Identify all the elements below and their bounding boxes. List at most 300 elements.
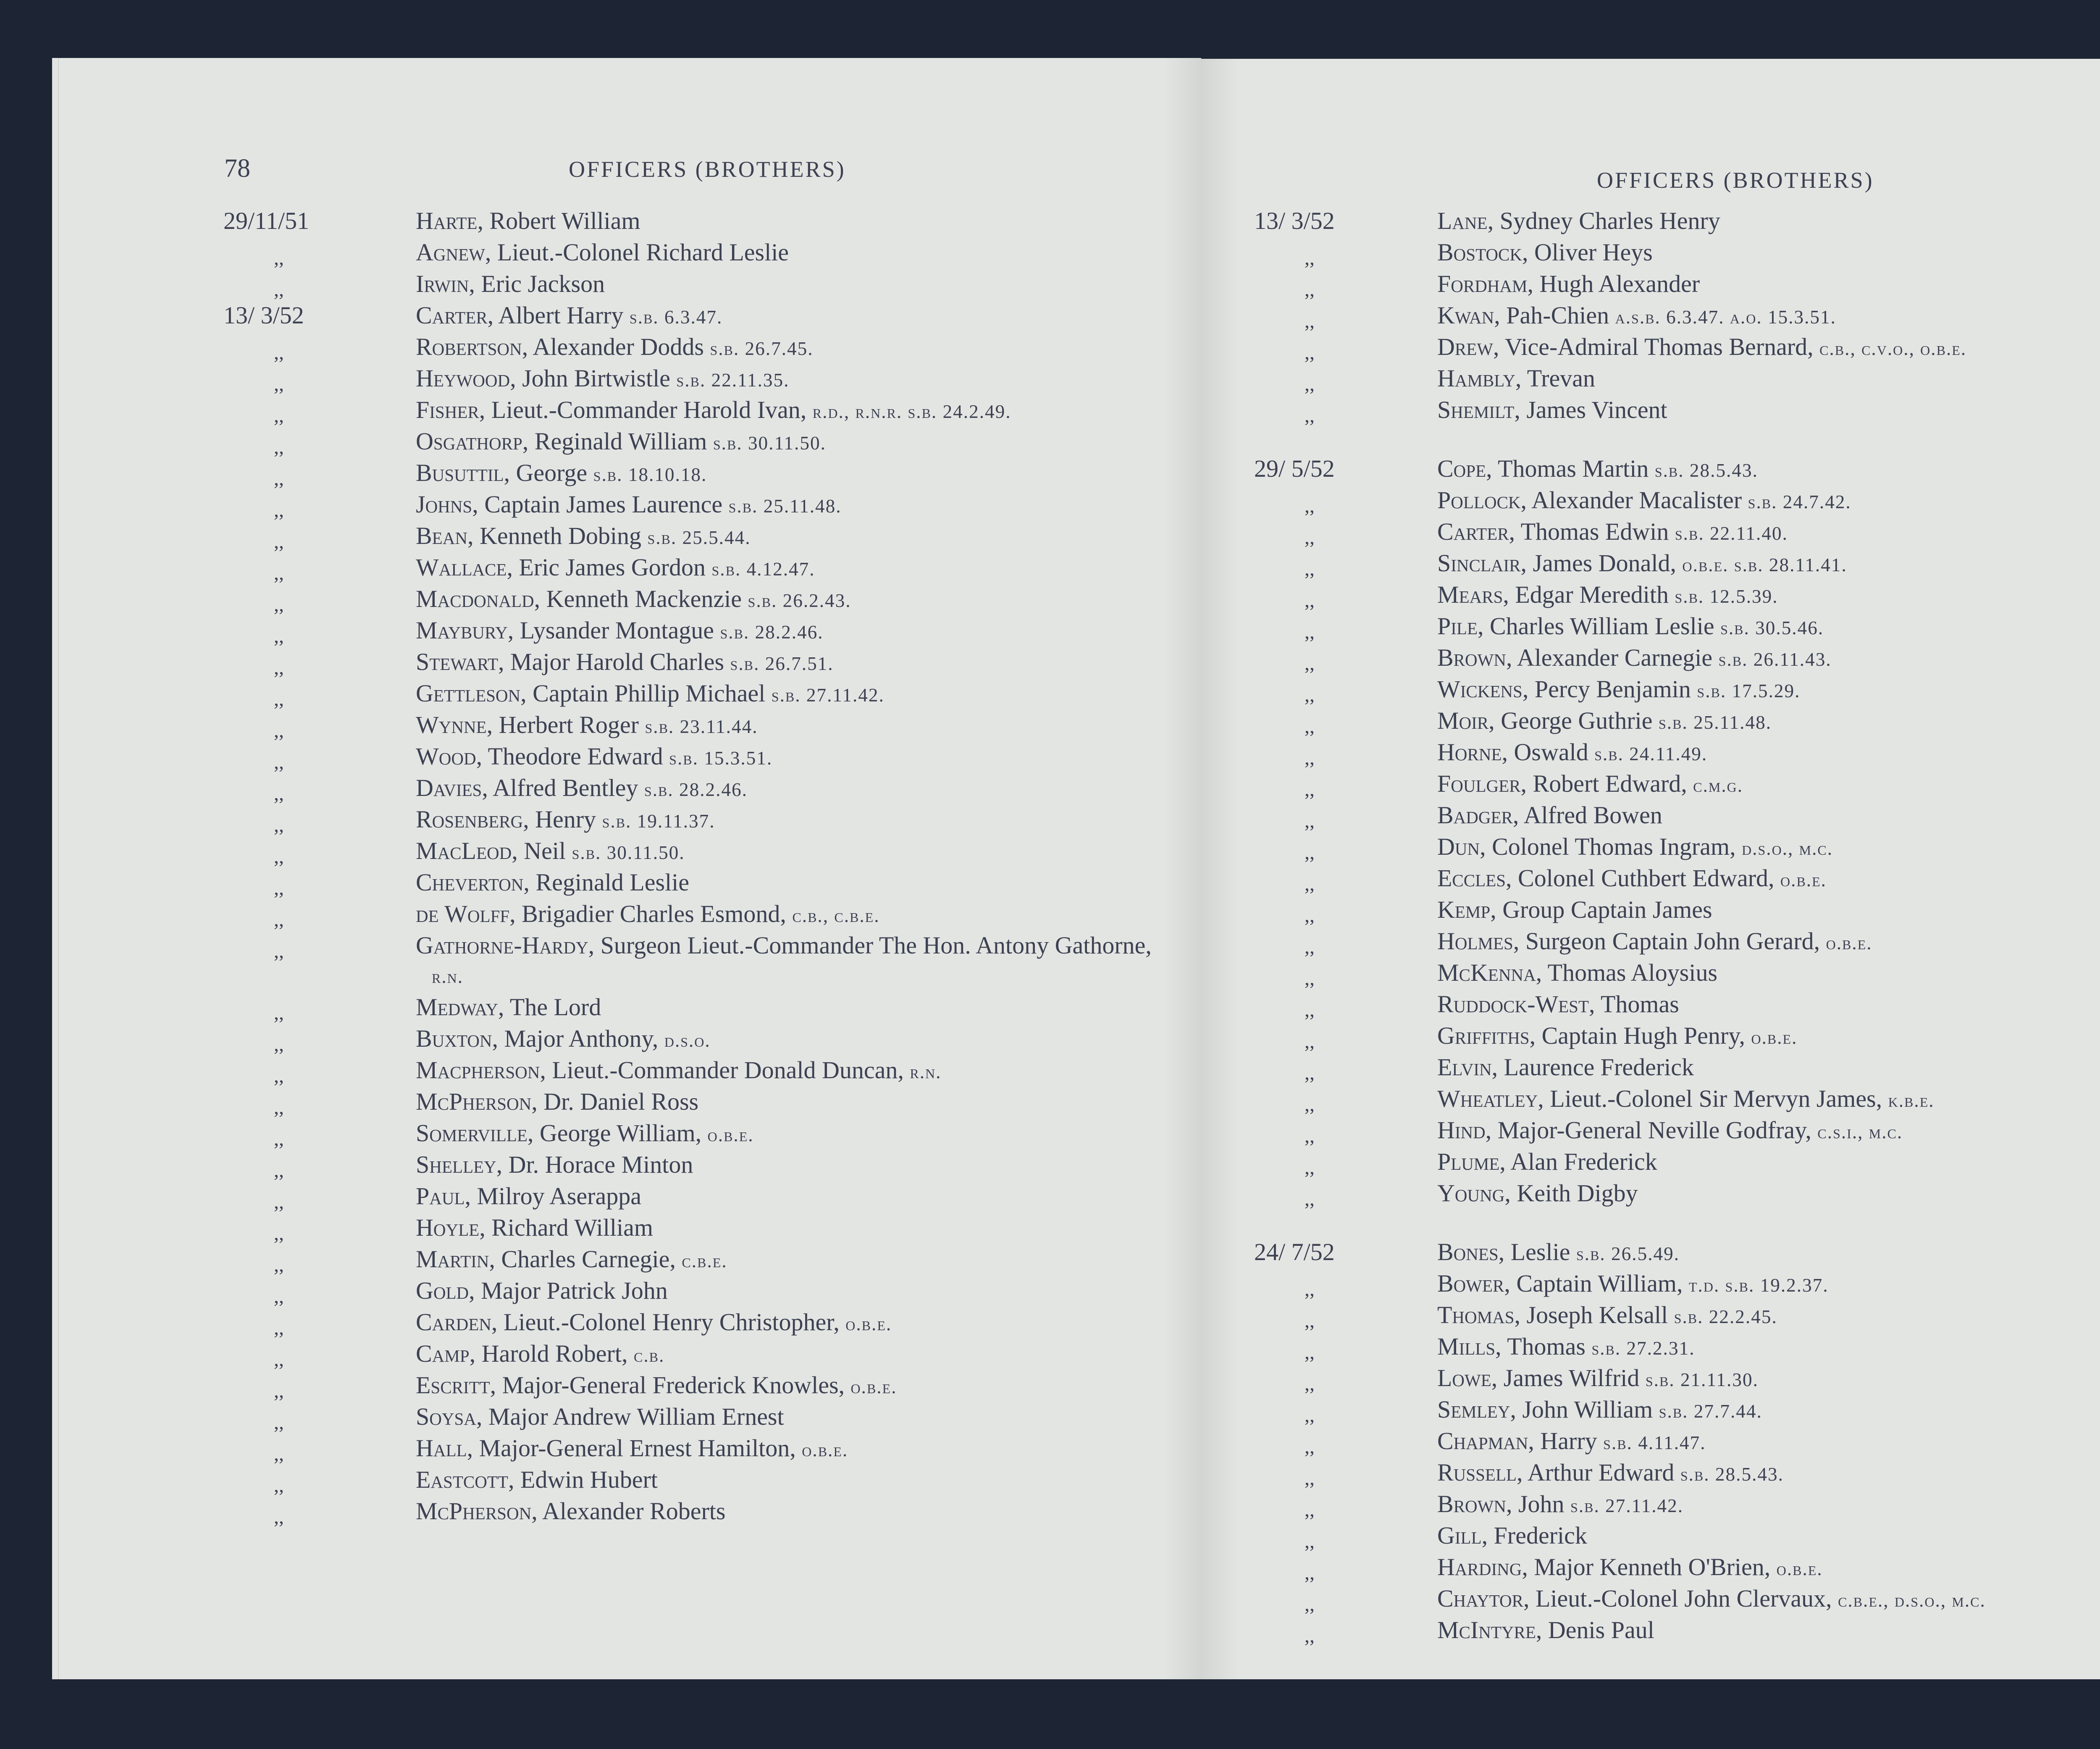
surname: Lane <box>1437 207 1488 234</box>
surname: Kemp <box>1437 896 1491 923</box>
surname: Pile <box>1437 612 1478 640</box>
officer-entry <box>416 583 851 617</box>
ditto-mark: ,, <box>274 1506 284 1528</box>
given-names: , Alexander Dodds <box>522 333 704 360</box>
officer-entry <box>1437 1362 1759 1396</box>
given-names: , Major Andrew William Ernest <box>476 1403 784 1430</box>
officer-entry <box>1437 1114 1903 1148</box>
surname: Stewart <box>416 648 499 675</box>
given-names: , Oswald <box>1502 738 1588 766</box>
surname: Brown <box>1437 1490 1506 1518</box>
ditto-mark: ,, <box>1305 841 1315 864</box>
ditto-mark: ,, <box>1305 810 1315 832</box>
officer-entry <box>416 236 789 268</box>
given-names: , Captain William, <box>1504 1270 1683 1297</box>
given-names: , Vice-Admiral Thomas Bernard, <box>1493 333 1814 360</box>
officer-entry <box>1437 1551 1823 1585</box>
officer-entry <box>1437 484 1851 518</box>
ditto-mark: ,, <box>1305 1310 1315 1332</box>
given-names: , Oliver Heys <box>1522 239 1653 266</box>
surname: Maybury <box>416 617 508 644</box>
ditto-mark: ,, <box>274 720 284 742</box>
surname: Wheatley <box>1437 1085 1538 1112</box>
ditto-mark: ,, <box>1305 1562 1315 1584</box>
surname: Chapman <box>1437 1427 1528 1455</box>
surname: Martin <box>416 1245 489 1273</box>
officer-entry <box>416 1275 668 1306</box>
officer-entry <box>416 835 685 869</box>
given-names: , Eric Jackson <box>469 270 605 297</box>
honours: s.b. 28.2.46. <box>644 779 748 800</box>
surname: Cope <box>1437 455 1486 482</box>
honours: s.b. 28.5.43. <box>1680 1464 1784 1485</box>
given-names: , Alan Frederick <box>1499 1148 1657 1175</box>
officer-entry <box>1437 1020 1797 1053</box>
given-names: , Major-General Neville Godfray, <box>1485 1116 1811 1144</box>
given-names: , Harold Robert, <box>469 1340 628 1367</box>
surname: Mears <box>1437 581 1503 608</box>
surname: Russell <box>1437 1459 1517 1486</box>
ditto-mark: ,, <box>274 1254 284 1276</box>
officer-entry <box>416 930 1152 961</box>
surname: Lowe <box>1437 1364 1491 1392</box>
honours: o.b.e. <box>850 1376 897 1397</box>
officer-entry <box>1437 1457 1784 1490</box>
election-date: 13/ 3/52 <box>1254 207 1335 234</box>
surname: Dun <box>1437 833 1480 860</box>
ditto-mark: ,, <box>274 751 284 773</box>
honours: d.s.o., m.c. <box>1742 838 1833 859</box>
given-names: , Lieut.-Commander Harold Ivan, <box>479 396 807 423</box>
surname: Robertson <box>416 333 522 360</box>
officer-entry <box>416 1117 754 1151</box>
given-names: , Albert Harry <box>487 302 624 329</box>
given-names: , The Lord <box>498 993 601 1021</box>
given-names: , Major Harold Charles <box>498 648 724 675</box>
given-names: , George <box>504 459 588 486</box>
surname: Carter <box>1437 518 1509 545</box>
honours: d.s.o. <box>664 1030 711 1051</box>
ditto-mark: ,, <box>274 436 284 458</box>
election-date: 29/ 5/52 <box>1254 455 1335 482</box>
given-names: , Dr. Horace Minton <box>496 1151 693 1178</box>
officer-entry <box>416 709 758 743</box>
officer-entry <box>1437 516 1788 549</box>
honours: s.b. 25.11.48. <box>1659 712 1772 733</box>
honours: s.b. 25.5.44. <box>647 527 751 548</box>
surname: Hall <box>416 1434 467 1462</box>
officer-entry <box>1437 988 1679 1020</box>
running-header: OFFICERS (BROTHERS) <box>1597 168 1874 193</box>
surname: de Wolff <box>416 900 510 927</box>
surname: Gold <box>416 1277 469 1304</box>
ditto-mark: ,, <box>274 404 284 427</box>
honours: o.b.e. <box>1751 1027 1798 1048</box>
ditto-mark: ,, <box>274 341 284 364</box>
ditto-mark: ,, <box>274 1002 284 1024</box>
honours: r.d., r.n.r. s.b. 24.2.49. <box>812 401 1011 422</box>
surname: Wickens <box>1437 675 1522 703</box>
honours: s.b. 12.5.39. <box>1675 586 1778 607</box>
surname: Bostock <box>1437 239 1522 266</box>
officer-entry <box>416 1180 641 1212</box>
surname: Shemilt <box>1437 396 1515 423</box>
officer-entry <box>1437 1236 1680 1270</box>
surname: Gathorne-Hardy <box>416 932 588 959</box>
ditto-mark: ,, <box>1305 1373 1315 1395</box>
honours: s.b. 22.11.40. <box>1675 523 1788 544</box>
surname: McPherson <box>416 1088 532 1115</box>
ditto-mark: ,, <box>274 1474 284 1497</box>
surname: Wallace <box>416 554 507 581</box>
officer-entry <box>416 615 824 648</box>
officer-entry <box>1437 1177 1638 1209</box>
election-date: 29/11/51 <box>223 207 310 234</box>
honours: o.b.e. <box>1776 1558 1823 1579</box>
given-names: , Alfred Bentley <box>482 774 638 801</box>
officer-entry <box>1437 331 1966 365</box>
officer-entry <box>416 646 834 680</box>
given-names: , Colonel Cuthbert Edward, <box>1506 864 1774 892</box>
given-names: , Major-General Ernest Hamilton, <box>467 1434 796 1462</box>
ditto-mark: ,, <box>274 594 284 616</box>
honours: o.b.e. <box>1826 932 1872 953</box>
given-names: , John <box>1506 1490 1564 1518</box>
honours: s.b. 17.5.29. <box>1697 680 1801 701</box>
given-names: , Keith Digby <box>1504 1179 1638 1207</box>
given-names: , Sydney Charles Henry <box>1487 207 1720 234</box>
given-names: , Colonel Thomas Ingram, <box>1480 833 1736 860</box>
given-names: , Richard William <box>479 1214 653 1241</box>
surname: Medway <box>416 993 498 1021</box>
ditto-mark: ,, <box>1305 652 1315 675</box>
ditto-mark: ,, <box>1305 1156 1315 1179</box>
surname: McPherson <box>416 1497 532 1525</box>
given-names: , Edgar Meredith <box>1503 581 1669 608</box>
ditto-mark: ,, <box>274 877 284 899</box>
surname: Horne <box>1437 738 1502 766</box>
officer-entry <box>416 520 751 554</box>
right-page <box>1201 59 2100 1679</box>
officer-entry <box>416 1054 941 1088</box>
ditto-mark: ,, <box>1305 1467 1315 1489</box>
given-names: , Thomas Martin <box>1486 455 1649 482</box>
given-names: , John William <box>1510 1396 1653 1423</box>
ditto-mark: ,, <box>1305 1093 1315 1116</box>
honours: s.b. 27.2.31. <box>1591 1338 1695 1359</box>
ditto-mark: ,, <box>1305 526 1315 549</box>
given-names: , George William, <box>527 1119 702 1147</box>
officer-entry <box>416 1149 693 1180</box>
officer-entry <box>1437 1583 1986 1616</box>
surname: Thomas <box>1437 1301 1515 1329</box>
officer-entry <box>1437 236 1653 268</box>
given-names: , Captain James Laurence <box>472 491 723 518</box>
honours: s.b. 15.3.51. <box>669 748 773 769</box>
officer-entry <box>416 394 1011 428</box>
honours: s.b. 4.12.47. <box>711 559 815 580</box>
officer-entry <box>416 299 722 333</box>
officer-entry <box>1437 1394 1762 1427</box>
surname: Hambly <box>1437 365 1515 392</box>
ditto-mark: ,, <box>274 247 284 269</box>
honours: s.b. 26.5.49. <box>1576 1243 1680 1264</box>
honours: o.b.e. s.b. 28.11.41. <box>1682 554 1847 575</box>
surname: Osgathorp <box>416 428 522 455</box>
given-names: , Major-General Frederick Knowles, <box>490 1371 845 1399</box>
given-names: , Hugh Alexander <box>1527 270 1700 297</box>
officer-entry <box>1437 1614 1654 1646</box>
honours: o.b.e. <box>707 1124 754 1145</box>
honours: s.b. 28.5.43. <box>1654 460 1758 481</box>
ditto-mark: ,, <box>274 1285 284 1308</box>
ditto-mark: ,, <box>274 562 284 584</box>
ditto-mark: ,, <box>274 625 284 647</box>
honours: s.b. 22.11.35. <box>676 370 790 391</box>
ditto-mark: ,, <box>1305 1530 1315 1552</box>
ditto-mark: ,, <box>1305 778 1315 801</box>
officer-entry <box>1437 705 1772 738</box>
ditto-mark: ,, <box>1305 589 1315 612</box>
officer-entry <box>1437 831 1833 864</box>
honours: s.b. 23.11.44. <box>645 716 758 737</box>
honours: s.b. 22.2.45. <box>1674 1306 1777 1327</box>
honours: t.d. s.b. 19.2.37. <box>1688 1275 1829 1296</box>
honours: s.b. 18.10.18. <box>593 464 707 485</box>
officer-entry <box>416 1432 848 1466</box>
officer-entry <box>1437 205 1720 236</box>
surname: Macpherson <box>416 1056 540 1084</box>
surname: Moir <box>1437 707 1489 734</box>
surname: Young <box>1437 1179 1505 1207</box>
ditto-mark: ,, <box>274 1411 284 1434</box>
given-names: , Joseph Kelsall <box>1514 1301 1668 1329</box>
given-names: , Laurence Frederick <box>1491 1053 1694 1081</box>
surname: Plume <box>1437 1148 1500 1175</box>
honours: r.n. <box>432 966 464 987</box>
officer-entry <box>416 425 826 459</box>
honours: c.b., c.b.e. <box>792 905 880 926</box>
honours: c.b. <box>633 1345 665 1366</box>
surname: Badger <box>1437 801 1513 829</box>
given-names: , Frederick <box>1481 1522 1587 1549</box>
officer-entry <box>1437 547 1847 581</box>
officer-entry <box>416 362 789 396</box>
surname: Semley <box>1437 1396 1510 1423</box>
surname: Johns <box>416 491 472 518</box>
given-names: , Captain Phillip Michael <box>520 680 766 707</box>
honours: s.b. 25.11.48. <box>728 496 842 517</box>
ditto-mark: ,, <box>274 1033 284 1056</box>
officer-entry <box>1437 957 1717 988</box>
officer-entry <box>1437 799 1662 831</box>
officer-entry <box>1437 1083 1935 1116</box>
officer-entry <box>1437 610 1824 644</box>
given-names: , Charles William Leslie <box>1478 612 1714 640</box>
officer-entry <box>416 1401 784 1432</box>
officer-entry <box>416 741 772 774</box>
ditto-mark: ,, <box>1305 247 1315 269</box>
surname: Macdonald <box>416 585 534 612</box>
ditto-mark: ,, <box>274 1443 284 1465</box>
ditto-mark: ,, <box>274 909 284 931</box>
ditto-mark: ,, <box>1305 1436 1315 1458</box>
surname: Shelley <box>416 1151 496 1178</box>
officer-entry <box>1437 453 1758 486</box>
officer-entry <box>1437 268 1700 299</box>
officer-entry <box>1437 768 1743 801</box>
given-names: , James Donald, <box>1520 549 1677 577</box>
given-names: , Thomas Aloysius <box>1536 959 1718 986</box>
honours: s.b. 19.11.37. <box>602 811 715 832</box>
officer-entry <box>416 1369 897 1403</box>
surname: Sinclair <box>1437 549 1521 577</box>
honours: c.m.g. <box>1693 775 1743 796</box>
officer-entry <box>416 898 880 932</box>
ditto-mark: ,, <box>1305 1278 1315 1300</box>
given-names: , Harry <box>1528 1427 1597 1455</box>
given-names: , Reginald Leslie <box>523 869 690 896</box>
surname: Soysa <box>416 1403 476 1430</box>
ditto-mark: ,, <box>1305 1125 1315 1147</box>
honours: r.n. <box>910 1061 942 1082</box>
given-names: , Surgeon Lieut.-Commander The Hon. Antony Gathorne, <box>588 932 1152 959</box>
given-names: , Lieut.-Colonel Henry Christopher, <box>491 1308 840 1336</box>
ditto-mark: ,, <box>1305 495 1315 517</box>
officer-entry <box>416 1495 725 1527</box>
surname: Cheverton <box>416 869 524 896</box>
officer-entry <box>416 488 842 522</box>
given-names: , Theodore Edward <box>476 743 663 770</box>
surname: Camp <box>416 1340 470 1367</box>
surname: Eccles <box>1437 864 1506 892</box>
officer-entry <box>1437 673 1800 707</box>
officer-entry <box>416 678 885 711</box>
honours: s.b. 21.11.30. <box>1645 1369 1759 1390</box>
given-names: , James Wilfrid <box>1491 1364 1640 1392</box>
officer-entry <box>1437 1051 1694 1083</box>
ditto-mark: ,, <box>274 1317 284 1339</box>
officer-entry <box>416 1243 727 1277</box>
honours: s.b. 27.7.44. <box>1659 1401 1762 1422</box>
given-names: , Thomas <box>1495 1333 1586 1360</box>
given-names: , Alexander Carnegie <box>1506 644 1713 671</box>
officer-entry <box>1437 1299 1777 1333</box>
ditto-mark: ,, <box>274 814 284 836</box>
given-names: , Trevan <box>1515 365 1596 392</box>
ditto-mark: ,, <box>1305 341 1315 364</box>
surname: Elvin <box>1437 1053 1492 1081</box>
surname: Buxton <box>416 1025 492 1052</box>
election-date: 24/ 7/52 <box>1254 1238 1335 1266</box>
ditto-mark: ,, <box>274 1348 284 1371</box>
officer-entry <box>1437 1520 1587 1551</box>
ditto-mark: ,, <box>274 373 284 395</box>
surname: Paul <box>416 1182 465 1210</box>
surname: Hind <box>1437 1116 1486 1144</box>
officer-entry <box>416 268 605 299</box>
officer-entry <box>1437 1331 1695 1364</box>
gutter-shadow <box>1163 58 1201 1679</box>
given-names: , Alexander Roberts <box>531 1497 726 1525</box>
officer-entry <box>416 205 640 236</box>
honours: s.b. 24.7.42. <box>1748 491 1851 512</box>
officer-entry <box>416 867 689 898</box>
ditto-mark: ,, <box>1305 715 1315 738</box>
given-names: , Major Patrick John <box>469 1277 668 1304</box>
ditto-mark: ,, <box>1305 684 1315 706</box>
officer-entry <box>416 1338 664 1371</box>
officer-entry <box>416 804 715 837</box>
surname: Carden <box>416 1308 491 1336</box>
given-names: , Kenneth Mackenzie <box>534 585 742 612</box>
officer-entry <box>1437 736 1707 770</box>
honours: o.b.e. <box>1780 869 1827 890</box>
officer-entry <box>1437 394 1667 425</box>
surname: Escritt <box>416 1371 490 1399</box>
given-names: , Percy Benjamin <box>1522 675 1691 703</box>
given-names: , Reginald William <box>522 428 707 455</box>
given-names: , Alexander Macalister <box>1520 486 1742 514</box>
honours: s.b. 6.3.47. <box>629 307 723 328</box>
given-names: , Charles Carnegie, <box>489 1245 676 1273</box>
surname: Harding <box>1437 1553 1522 1581</box>
ditto-mark: ,, <box>1305 1188 1315 1210</box>
surname: McKenna <box>1437 959 1536 986</box>
ditto-mark: ,, <box>1305 904 1315 927</box>
officer-entry <box>1437 362 1595 394</box>
surname: Davies <box>416 774 482 801</box>
honours: s.b. 26.7.45. <box>710 338 814 359</box>
ditto-mark: ,, <box>1305 1593 1315 1615</box>
ditto-mark: ,, <box>1305 873 1315 895</box>
honours: s.b. 30.11.50. <box>713 433 826 454</box>
ditto-mark: ,, <box>274 499 284 521</box>
ditto-mark: ,, <box>274 1222 284 1245</box>
given-names: , Lieut.-Colonel John Clervaux, <box>1523 1585 1832 1612</box>
given-names: , Brigadier Charles Esmond, <box>509 900 786 927</box>
honours: s.b. 27.11.42. <box>1570 1495 1684 1516</box>
ditto-mark: ,, <box>274 278 284 301</box>
honours: a.s.b. 6.3.47. a.o. 15.3.51. <box>1615 307 1836 328</box>
surname: Bean <box>416 522 467 549</box>
ditto-mark: ,, <box>1305 1341 1315 1363</box>
ditto-mark: ,, <box>274 940 284 962</box>
surname: Mills <box>1437 1333 1496 1360</box>
ditto-mark: ,, <box>1305 621 1315 643</box>
ditto-mark: ,, <box>1305 373 1315 395</box>
officer-entry <box>416 1212 653 1243</box>
ditto-mark: ,, <box>1305 936 1315 958</box>
given-names: , Group Captain James <box>1490 896 1712 923</box>
surname: Holmes <box>1437 927 1513 955</box>
surname: Gettleson <box>416 680 521 707</box>
given-names: , Pah-Chien <box>1494 302 1609 329</box>
surname: Agnew <box>416 239 485 266</box>
ditto-mark: ,, <box>274 783 284 805</box>
given-names: , Milroy Aserappa <box>465 1182 641 1210</box>
surname: Pollock <box>1437 486 1521 514</box>
given-names: , Lieut.-Colonel Richard Leslie <box>485 239 789 266</box>
surname: Heywood <box>416 365 510 392</box>
ditto-mark: ,, <box>1305 1404 1315 1426</box>
officer-entry <box>416 1464 658 1495</box>
honours: s.b. 26.2.43. <box>748 590 851 611</box>
gutter-shadow <box>1201 59 1239 1679</box>
given-names: , Alfred Bowen <box>1512 801 1662 829</box>
surname: Irwin <box>416 270 469 297</box>
ditto-mark: ,, <box>1305 1499 1315 1521</box>
